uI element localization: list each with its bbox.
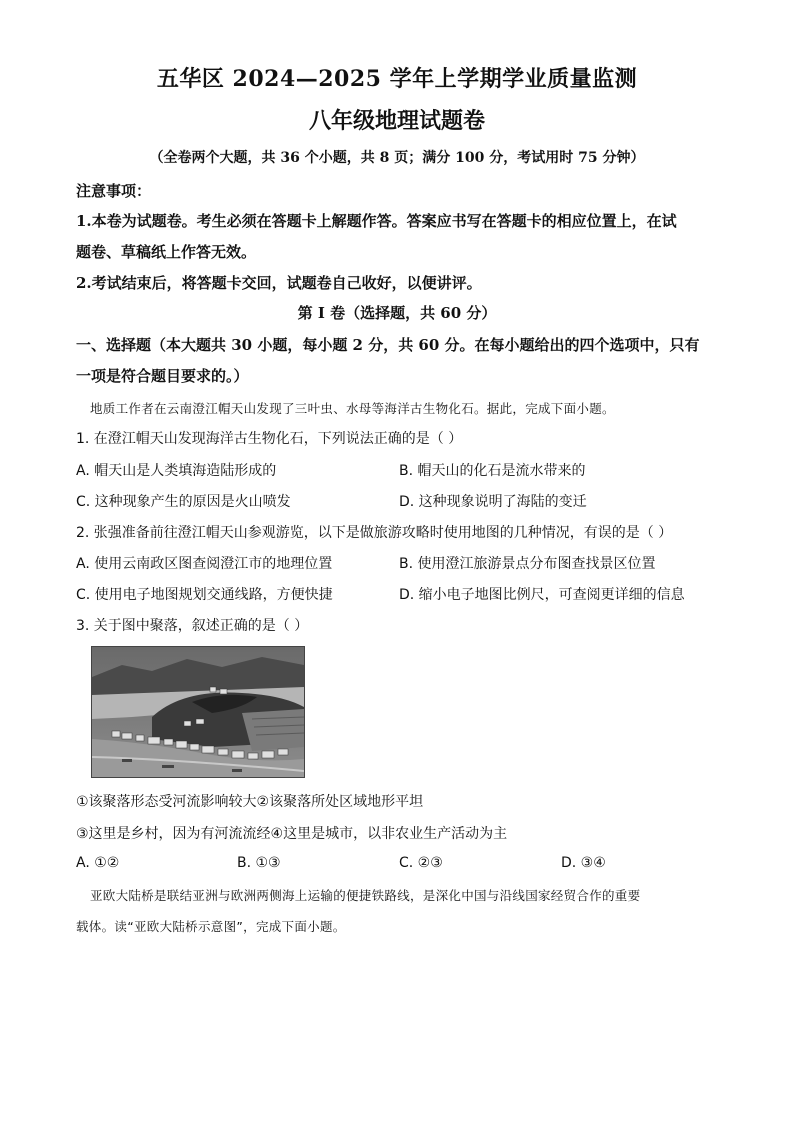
question-2-option-b: B. 使用澄江旅游景点分布图查找景区位置: [399, 556, 656, 572]
question-3-option-a: A. ①②: [76, 855, 120, 871]
question-1-option-b: B. 帽天山的化石是流水带来的: [399, 463, 586, 479]
question-3-option-c: C. ②③: [399, 855, 443, 871]
material-2-line-2: 载体。读“亚欧大陆桥示意图”，完成下面小题。: [76, 919, 346, 934]
notice-heading: 注意事项：: [76, 182, 152, 200]
settlement-photo: [91, 646, 305, 778]
exam-subtitle: 八年级地理试题卷: [308, 108, 485, 134]
part-instructions-line-1: 一、选择题（本大题共 30 小题，每小题 2 分，共 60 分。在每小题给出的四个选项中，只有: [76, 336, 700, 354]
section-title: 第 I 卷（选择题，共 60 分）: [297, 304, 497, 322]
notice-item-1-line-2: 题卷、草稿纸上作答无效。: [76, 243, 257, 261]
question-3-statement-2: ③这里是乡村，因为有河流流经④这里是城市，以非农业生产活动为主: [76, 826, 508, 842]
settlement-photo-image: [92, 647, 304, 777]
question-2-option-c: C. 使用电子地图规划交通线路，方便快捷: [76, 587, 333, 603]
exam-title: 五华区 2024—2025 学年上学期学业质量监测: [156, 66, 638, 92]
question-3-option-b: B. ①③: [237, 855, 281, 871]
question-2-option-a: A. 使用云南政区图查阅澄江市的地理位置: [76, 556, 333, 572]
notice-item-2: 2.考试结束后，将答题卡交回，试题卷自己收好，以便讲评。: [76, 274, 482, 292]
question-1-option-d: D. 这种现象说明了海陆的变迁: [399, 494, 587, 510]
question-2-option-d: D. 缩小电子地图比例尺，可查阅更详细的信息: [399, 587, 685, 603]
exam-info: （全卷两个大题，共 36 个小题，共 8 页；满分 100 分，考试用时 75 分钟）: [149, 150, 645, 166]
question-3-statement-1: ①该聚落形态受河流影响较大②该聚落所处区域地形平坦: [76, 794, 424, 810]
question-1-option-a: A. 帽天山是人类填海造陆形成的: [76, 463, 277, 479]
question-3-stem: 3. 关于图中聚落，叙述正确的是（ ）: [76, 618, 309, 634]
question-3-option-d: D. ③④: [561, 855, 606, 871]
material-2-line-1: 亚欧大陆桥是联结亚洲与欧洲两侧海上运输的便捷铁路线，是深化中国与沿线国家经贸合作的重要: [90, 888, 641, 903]
part-instructions-line-2: 一项是符合题目要求的。）: [76, 367, 249, 385]
notice-item-1-line-1: 1.本卷为试题卷。考生必须在答题卡上解题作答。答案应书写在答题卡的相应位置上，在试: [76, 212, 677, 230]
question-2-stem: 2. 张强准备前往澄江帽天山参观游览，以下是做旅游攻略时使用地图的几种情况，有误的是（ ）: [76, 525, 673, 541]
question-1-option-c: C. 这种现象产生的原因是火山喷发: [76, 494, 291, 510]
question-1-stem: 1. 在澄江帽天山发现海洋古生物化石，下列说法正确的是（ ）: [76, 431, 463, 447]
material-1: 地质工作者在云南澄江帽天山发现了三叶虫、水母等海洋古生物化石。据此，完成下面小题。: [90, 401, 615, 416]
